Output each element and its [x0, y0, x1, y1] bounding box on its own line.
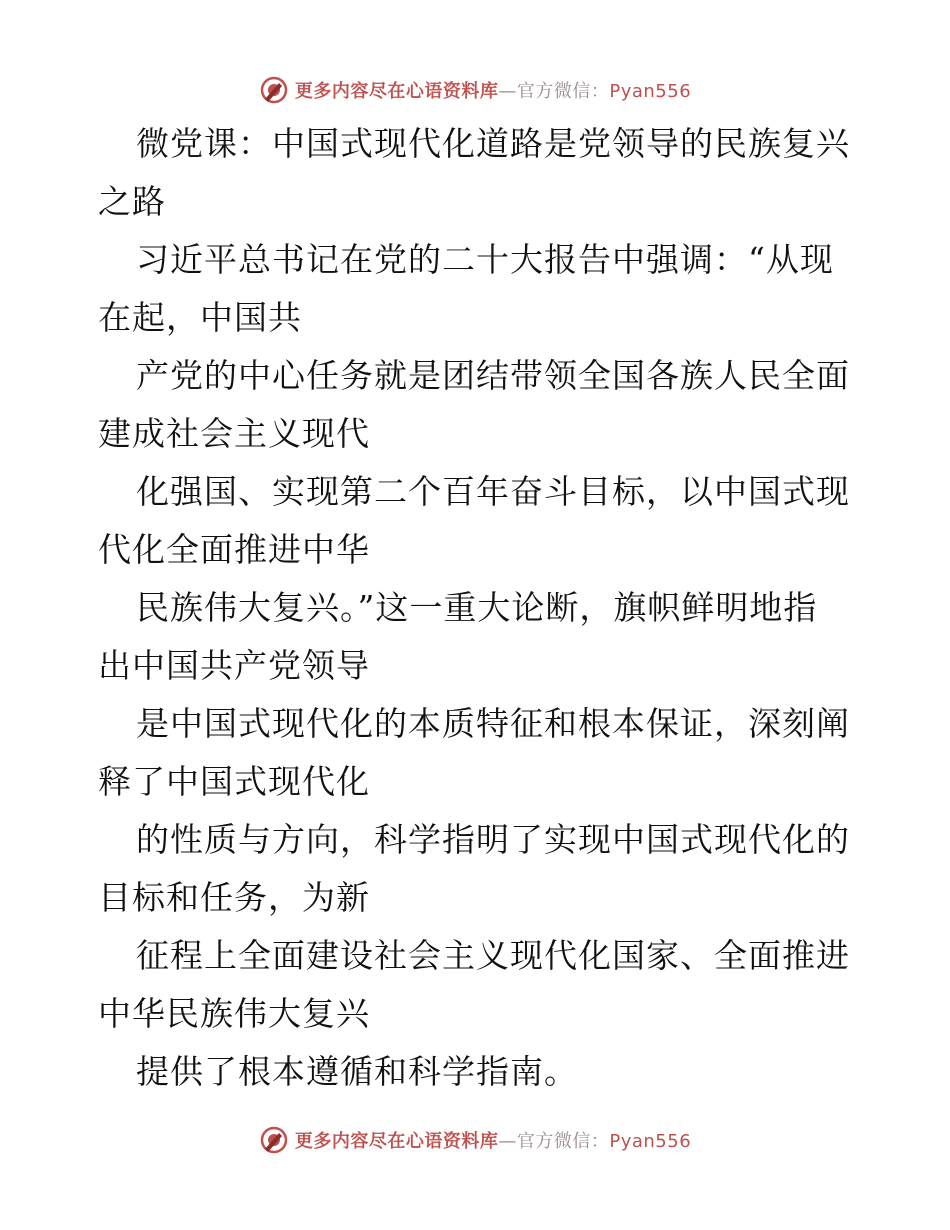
paragraph: [98, 927, 858, 1043]
banner-wechat-id: Pyan556: [609, 81, 692, 102]
banner-site-name: 更多内容尽在心语资料库: [294, 1131, 499, 1152]
pen-logo-icon: [259, 75, 289, 105]
paragraph: [98, 579, 858, 695]
paragraph: [98, 695, 858, 811]
document-body: [98, 115, 858, 1101]
paragraph-line: 是中国式现代化的本质特征和根本保证，深刻阐: [136, 704, 850, 743]
paragraph: [98, 811, 858, 927]
paragraph-line: 征程上全面建设社会主义现代化国家、全面推进: [136, 936, 850, 975]
footer-banner: [0, 1120, 950, 1160]
pen-logo-icon: [259, 1125, 289, 1155]
paragraph-title: [98, 115, 858, 231]
paragraph-line: 民族伟大复兴。”这一重大论断，旗帜鲜明地指: [136, 588, 818, 627]
paragraph: [98, 347, 858, 463]
paragraph: [98, 231, 858, 347]
paragraph-line: 化强国、实现第二个百年奋斗目标，以中国式现: [136, 472, 850, 511]
paragraph-line: 释了中国式现代化: [98, 762, 370, 801]
paragraph-line: 产党的中心任务就是团结带领全国各族人民全面: [136, 356, 850, 395]
banner-site-name: 更多内容尽在心语资料库: [294, 81, 499, 102]
paragraph-line: 目标和任务，为新: [98, 878, 370, 917]
paragraph-line: 提供了根本遵循和科学指南。: [136, 1052, 578, 1091]
paragraph-line: 微党课：中国式现代化道路是党领导的民族复兴: [136, 124, 850, 163]
paragraph-line: 在起，中国共: [98, 298, 302, 337]
paragraph: [98, 463, 858, 579]
banner-wechat-label: —官方微信：: [498, 1131, 610, 1152]
paragraph-line: 中华民族伟大复兴: [98, 994, 370, 1033]
banner-text: [295, 1127, 691, 1153]
paragraph-line: 之路: [98, 182, 166, 221]
paragraph-line: 的性质与方向，科学指明了实现中国式现代化的: [136, 820, 850, 859]
header-banner: [0, 70, 950, 110]
paragraph-line: 代化全面推进中华: [98, 530, 370, 569]
banner-wechat-id: Pyan556: [609, 1131, 692, 1152]
paragraph-line: 出中国共产党领导: [98, 646, 370, 685]
paragraph: [98, 1043, 858, 1101]
paragraph-line: 建成社会主义现代: [98, 414, 370, 453]
banner-text: [295, 77, 691, 103]
banner-wechat-label: —官方微信：: [498, 81, 610, 102]
paragraph-line: 习近平总书记在党的二十大报告中强调：“从现: [136, 240, 834, 279]
